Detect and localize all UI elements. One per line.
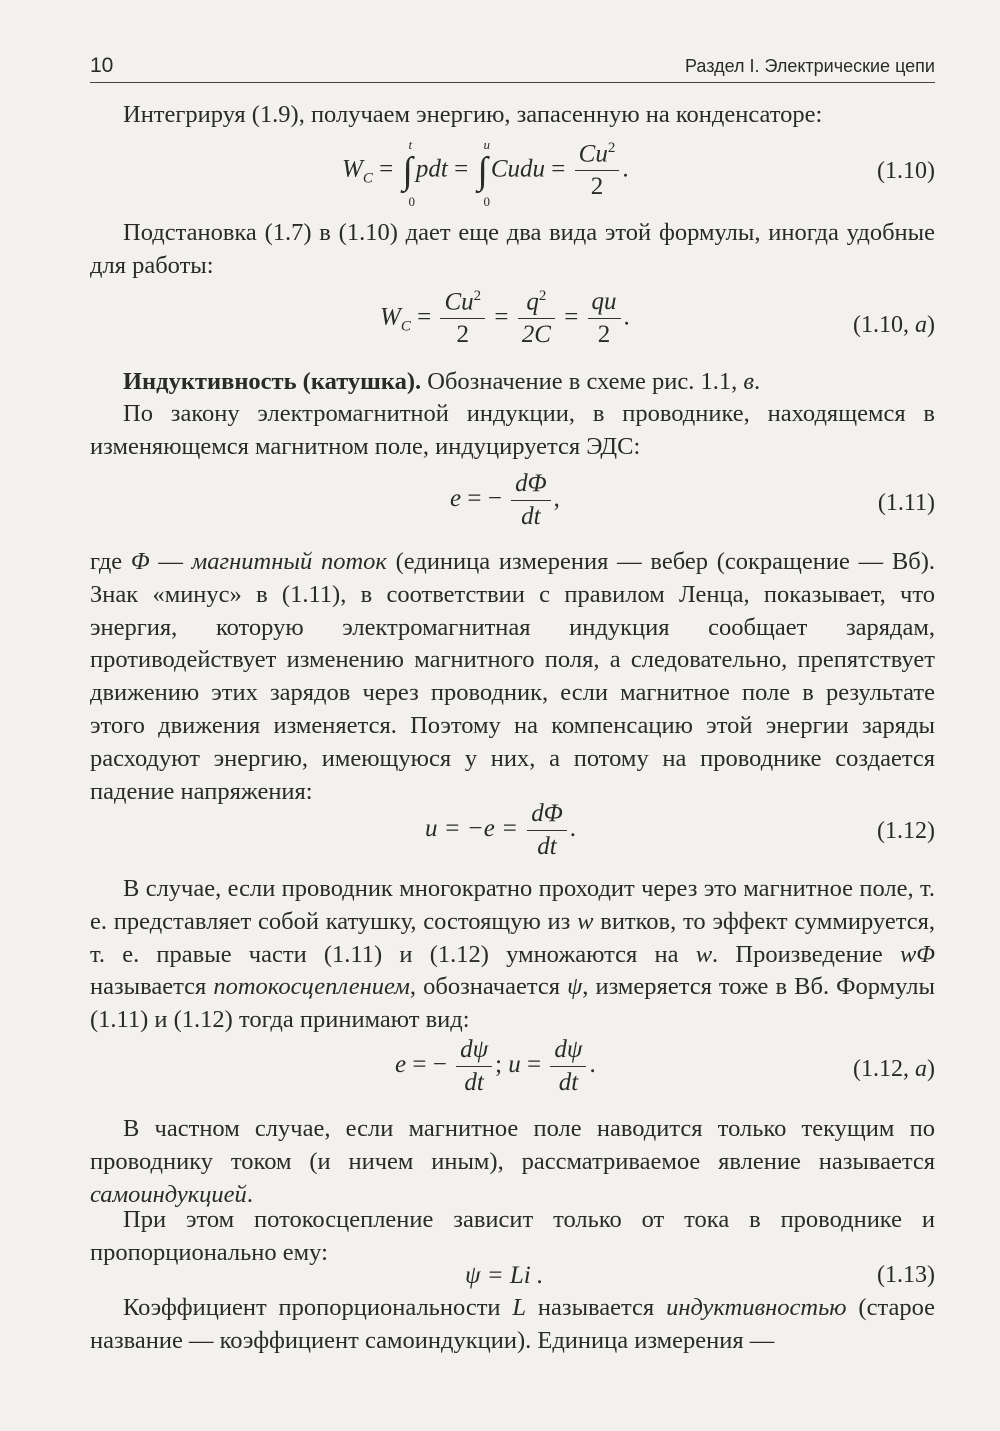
fraction: $\frac{d\Phi}{dt}$ (511, 470, 551, 531)
equation-number: (1.10, a) (853, 312, 935, 338)
equation-number: (1.12, a) (853, 1056, 935, 1082)
equation-1-10a: $W_C$ = $\frac{Cu^2}{2}$ = $\frac{q^2}{2C}$ = $\frac{qu}{2}$ . (1.10, a) (380, 288, 935, 349)
fraction: $\frac{qu}{2}$ (588, 288, 621, 349)
equation-number: (1.11) (877, 490, 935, 516)
equation-number: (1.10) (877, 158, 935, 184)
section-title: Раздел I. Электрические цепи (685, 56, 935, 76)
paragraph-5: где Φ — магнитный поток (единица измерения — вебер (сокращение — Вб). Знак «минус» в (1.11), в соответствии с правилом Ленца, показывает, что энергия, которую электромагнитная индукция сообщает зарядам, противодействует изменению магнитного поля, а следовательно, препятствует движению этих зарядов через проводник, если магнитное поле в результате этого движения изменяется. Поэтому на компенсацию этой энергии заряды расходуют энергию, имеющуюся у них, а потому на проводнике создается падение напряжения: (90, 548, 936, 805)
paragraph-4: По закону электромагнитной индукции, в проводнике, находящемся в изменяющемся магнитном поле, индуцируется ЭДС: (90, 400, 935, 460)
page-header (90, 52, 935, 83)
equation-1-12a: e = − $\frac{d\psi}{dt}$ ; u = $\frac{d\psi}{dt}$ . (1.12, a) (395, 1036, 935, 1096)
fraction: $\frac{d\psi}{dt}$ (550, 1036, 586, 1097)
fraction: $\frac{q^2}{2C}$ (518, 288, 555, 349)
equation-1-10: $W_C$ = ∫ t 0 pdt = ∫ u 0 Cudu = $\frac{Cu^2}{2}$ . (1.10) (342, 136, 935, 209)
equation-number: (1.12) (877, 818, 935, 844)
paragraph-8: При этом потокосцепление зависит только от тока в проводнике и пропорционально ему: (90, 1206, 935, 1266)
equation-1-13: ψ = Li . (1.13) (465, 1262, 935, 1289)
fraction: $\frac{d\psi}{dt}$ (456, 1036, 492, 1097)
equation-1-12: u = −e = $\frac{d\Phi}{dt}$ . (1.12) (425, 800, 935, 860)
integral-sign: ∫ u 0 (477, 136, 490, 209)
section-heading: Индуктивность (катушка). (123, 368, 422, 395)
paragraph-2: Подстановка (1.7) в (1.10) дает еще два вида этой формулы, иногда удобные для работы: (90, 219, 935, 279)
paragraph-9: Коэффициент пропорциональности L называется индуктивностью (старое название — коэффициент самоиндукции). Единица измерения — (90, 1294, 935, 1354)
paragraph-7: В частном случае, если магнитное поле наводится только текущим по проводнику током (и ничем иным), рассматриваемое явление называется самоиндукцией. (90, 1115, 935, 1208)
integral-sign: ∫ t 0 (402, 136, 415, 209)
fraction: $\frac{d\Phi}{dt}$ (527, 800, 567, 861)
paragraph-1: Интегрируя (1.9), получаем энергию, запасенную на конденсаторе: (123, 101, 823, 128)
paragraph-6: В случае, если проводник многократно проходит через это магнитное поле, т. е. представляет собой катушку, состоящую из w витков, то эффект суммируется, т. е. правые части (1.11) и (1.12) умножаются на w. Произведение wΦ называется потокосцеплением, обозначается ψ, измеряется тоже в Вб. Формулы (1.11) и (1.12) тогда принимают вид: (90, 875, 935, 1034)
equation-number: (1.13) (877, 1262, 935, 1288)
equation-1-11: e = − $\frac{d\Phi}{dt}$ , (1.11) (450, 470, 935, 530)
fraction: $\frac{Cu^2}{2}$ (440, 288, 485, 349)
paragraph-3: Индуктивность (катушка). Обозначение в схеме рис. 1.1, в. (123, 368, 761, 395)
fraction: $\frac{Cu^2}{2}$ (575, 140, 620, 201)
page-number: 10 (90, 54, 114, 77)
